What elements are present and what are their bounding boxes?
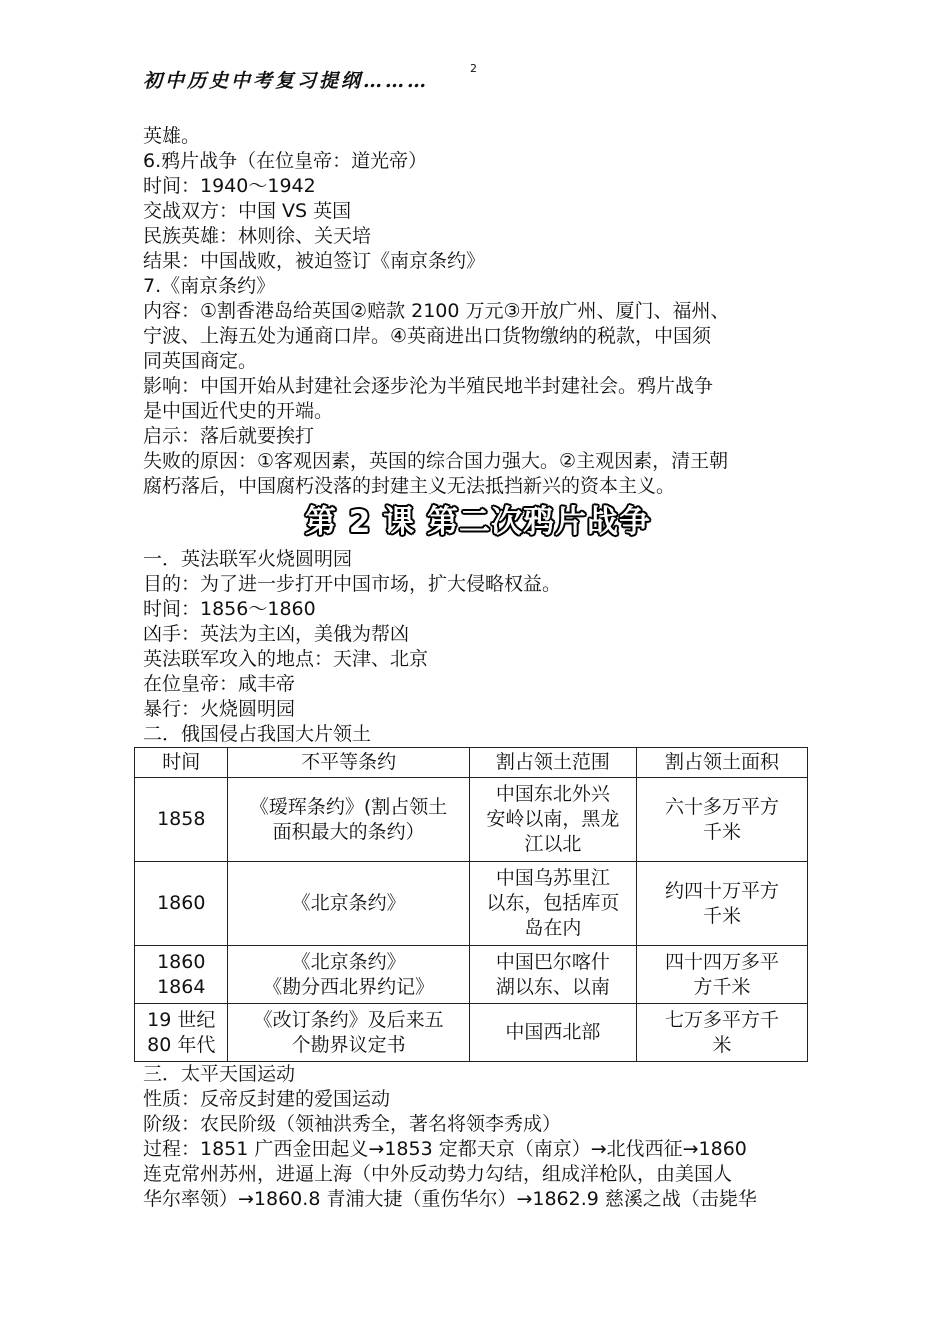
cell-treaty (228, 946, 469, 1004)
cell-treaty (228, 778, 469, 862)
cell-line: 中国东北外兴 (495, 783, 610, 805)
cell-line: 湖以东、以南 (495, 975, 610, 998)
text-line: 阶级：农民阶级（领袖洪秀全，著名将领李秀成） (143, 1113, 562, 1135)
cell-line: 80 年代 (147, 1033, 216, 1056)
cell-line: 《北京条约》 (291, 892, 406, 914)
cell-range (469, 946, 636, 1004)
cell-range (469, 1004, 636, 1062)
cell-treaty (228, 1004, 469, 1062)
table-row (135, 1004, 808, 1062)
text-line: 启示：落后就要挨打 (143, 425, 315, 447)
text-line: 6.鸦片战争（在位皇帝：道光帝） (143, 150, 428, 172)
cell-line: 米 (712, 1033, 732, 1056)
text-line: 时间：1940～1942 (143, 175, 316, 197)
header-area: 割占领土面积 (637, 748, 808, 778)
text-line: 英雄。 (143, 125, 201, 147)
text-line: 连克常州苏州，进逼上海（中外反动势力勾结，组成洋枪队，由美国人 (143, 1163, 733, 1185)
cell-area (637, 862, 808, 946)
cell-line: 《勘分西北界约记》 (263, 975, 435, 998)
cell-time (135, 778, 228, 862)
cell-line: 1858 (157, 808, 206, 830)
text-line: 7.《南京条约》 (143, 275, 276, 297)
text-line: 宁波、上海五处为通商口岸。④英商进出口货物缴纳的税款，中国须 (143, 325, 712, 347)
cell-area (637, 946, 808, 1004)
cell-treaty (228, 862, 469, 946)
text-line: 影响：中国开始从封建社会逐步沦为半殖民地半封建社会。鸦片战争 (143, 375, 714, 397)
cell-line: 四十四万多平 (664, 950, 779, 973)
cell-line: 面积最大的条约） (272, 820, 425, 843)
cell-line: 以东，包括库页 (486, 892, 620, 914)
cell-line: 六十多万平方 (664, 795, 779, 818)
table-header-row (135, 748, 808, 778)
text-line: 暴行：火烧圆明园 (143, 698, 296, 720)
text-line: 失败的原因：①客观因素，英国的综合国力强大。②主观因素，清王朝 (143, 450, 729, 472)
lesson-title: 第 2 课 第二次鸦片战争 (305, 504, 651, 540)
cell-line: 1860 (157, 950, 206, 973)
table-row (135, 778, 808, 862)
text-line: 二．俄国侵占我国大片领土 (143, 723, 372, 745)
cell-time (135, 946, 228, 1004)
cell-line: 1860 (157, 892, 206, 914)
section-second-opium-war (143, 547, 813, 747)
cell-line: 中国巴尔喀什 (495, 950, 610, 973)
cell-line: 江以北 (524, 833, 582, 855)
territory-table (134, 747, 808, 1062)
cell-line: 方千米 (693, 975, 751, 998)
text-line: 三．太平天国运动 (143, 1063, 296, 1085)
body-text (143, 124, 813, 1212)
text-line: 一．英法联军火烧圆明园 (143, 548, 353, 570)
text-line: 腐朽落后，中国腐朽没落的封建主义无法抵挡新兴的资本主义。 (143, 475, 676, 497)
cell-line: 约四十万平方 (664, 879, 779, 902)
cell-range (469, 862, 636, 946)
text-line: 英法联军攻入的地点：天津、北京 (143, 648, 429, 670)
text-line: 民族英雄：林则徐、关天培 (143, 225, 372, 247)
cell-time (135, 862, 228, 946)
cell-line: 《瑷珲条约》(割占领土 (249, 795, 448, 818)
cell-range (469, 778, 636, 862)
text-line: 同英国商定。 (143, 350, 258, 372)
header-treaty: 不平等条约 (228, 748, 469, 778)
cell-line: 千米 (702, 820, 741, 843)
cell-line: 19 世纪 (147, 1008, 216, 1031)
cell-line: 中国乌苏里江 (495, 867, 610, 889)
text-line: 在位皇帝：咸丰帝 (143, 673, 296, 695)
table-row (135, 862, 808, 946)
page-number: 2 (470, 62, 477, 75)
header-time: 时间 (135, 748, 228, 778)
text-line: 凶手：英法为主凶，美俄为帮凶 (143, 623, 410, 645)
text-line: 内容：①割香港岛给英国②赔款 2100 万元③开放广州、厦门、福州、 (143, 300, 730, 322)
page-header-title: 初中历史中考复习提纲……… (143, 70, 430, 92)
cell-line: 七万多平方千 (664, 1008, 779, 1031)
cell-area (637, 778, 808, 862)
section-opium-war (143, 124, 813, 499)
table-row (135, 946, 808, 1004)
text-line: 性质：反帝反封建的爱国运动 (143, 1088, 391, 1110)
cell-line: 安岭以南，黑龙 (486, 808, 620, 830)
cell-line: 千米 (702, 904, 741, 927)
section-taiping (143, 1062, 813, 1212)
cell-line: 1864 (157, 975, 206, 998)
cell-time (135, 1004, 228, 1062)
cell-line: 《北京条约》 (291, 950, 406, 973)
text-line: 是中国近代史的开端。 (143, 400, 334, 422)
cell-area (637, 1004, 808, 1062)
cell-line: 岛在内 (524, 917, 582, 939)
text-line: 目的：为了进一步打开中国市场，扩大侵略权益。 (143, 573, 562, 595)
header-range: 割占领土范围 (469, 748, 636, 778)
cell-line: 个勘界议定书 (291, 1033, 406, 1056)
cell-line: 中国西北部 (505, 1021, 601, 1043)
text-line: 过程：1851 广西金田起义→1853 定都天京（南京）→北伐西征→1860 (143, 1138, 747, 1160)
text-line: 交战双方：中国 VS 英国 (143, 200, 352, 222)
text-line: 时间：1856～1860 (143, 598, 316, 620)
cell-line: 《改订条约》及后来五 (253, 1008, 444, 1031)
text-line: 华尔率领）→1860.8 青浦大捷（重伤华尔）→1862.9 慈溪之战（击毙华 (143, 1188, 757, 1210)
text-line: 结果：中国战败，被迫签订《南京条约》 (143, 250, 486, 272)
